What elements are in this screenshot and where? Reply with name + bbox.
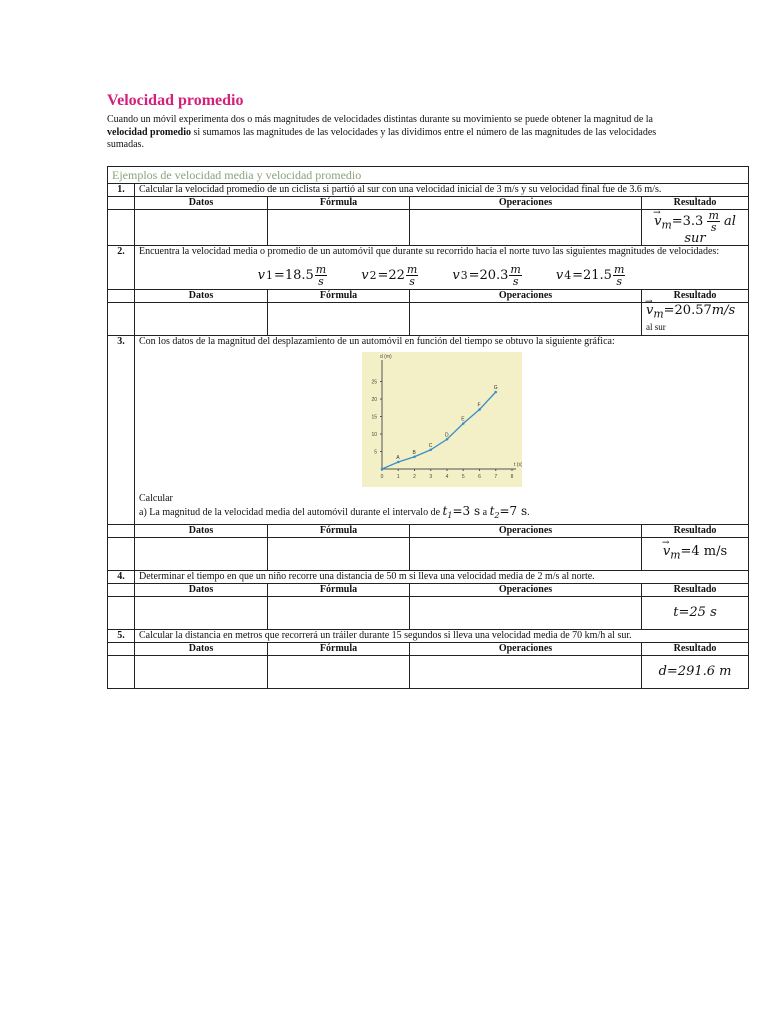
y-tick-label: 10 [370, 432, 377, 438]
data-point [461, 422, 464, 425]
vel-unit-den: s [409, 275, 415, 288]
problem-text-block [135, 336, 749, 525]
problem-number: 5. [108, 630, 135, 643]
intro-text-1: Cuando un móvil experimenta dos o más magnitudes de velocidades distintas durante su movimiento se puede obtener la magnitud de la [107, 114, 653, 125]
col-formula: Fórmula [268, 643, 410, 656]
col-operaciones: Operaciones [410, 525, 642, 538]
col-datos: Datos [135, 290, 268, 303]
problem-text: Con los datos de la magnitud del desplazamiento de un automóvil en función del tiempo se obtuvo la siguiente gráfica: [139, 336, 615, 347]
x-tick-label: 3 [428, 474, 432, 480]
column-header-row [108, 525, 749, 538]
velocity-item [556, 264, 626, 287]
vel-sub: 1 [266, 268, 273, 282]
data-point [429, 448, 432, 451]
operaciones-cell[interactable] [410, 210, 642, 246]
vel-unit-num: m [406, 263, 418, 276]
page-title: Velocidad promedio [107, 92, 244, 109]
result-cell: d=291.6 m [642, 656, 749, 689]
data-point [413, 455, 416, 458]
vector-symbol: → v [646, 305, 653, 317]
displacement-time-chart [362, 352, 522, 487]
problem-row-2 [108, 246, 749, 290]
t2-sub: 2 [494, 511, 500, 520]
point-label: C [428, 442, 432, 449]
x-tick-label: 5 [461, 474, 465, 480]
col-resultado: Resultado [642, 643, 749, 656]
vector-symbol: → v [654, 216, 661, 228]
datos-cell[interactable] [135, 597, 268, 630]
velocities-list [139, 258, 744, 289]
vel-label: v [257, 267, 266, 283]
vel-unit-num: m [315, 263, 327, 276]
vel-sub: 4 [564, 268, 572, 282]
operaciones-cell[interactable] [410, 538, 642, 571]
point-label: B [412, 449, 416, 456]
result-subscript: m [653, 307, 664, 321]
intro-paragraph [107, 114, 667, 152]
x-axis-label: t (s) [513, 462, 522, 468]
point-label: E [460, 416, 465, 423]
examples-table [107, 166, 749, 689]
point-label: G [493, 385, 498, 391]
formula-cell[interactable] [268, 303, 410, 336]
col-datos: Datos [135, 525, 268, 538]
x-tick-label: 4 [445, 474, 448, 480]
col-formula: Fórmula [268, 584, 410, 597]
answer-row [108, 538, 749, 571]
col-formula: Fórmula [268, 525, 410, 538]
x-tick-label: 1 [396, 474, 400, 480]
unit-den: s [710, 221, 717, 234]
vel-sub: 2 [369, 268, 377, 282]
vel-sub: 3 [460, 268, 468, 282]
y-tick-label: 5 [373, 449, 377, 456]
result-cell: t=25 s [642, 597, 749, 630]
data-point [396, 461, 399, 464]
answer-row [108, 210, 749, 246]
result-value: =3.3 [671, 214, 704, 229]
vel-unit-den: s [616, 275, 622, 288]
x-tick-label: 2 [412, 474, 416, 480]
data-point [478, 408, 481, 411]
problem-text: Calcular la velocidad promedio de un ciclista si partió al sur con una velocidad inicial de 3 m/s y su velocidad final fue de 3.6 m/s. [135, 184, 749, 197]
problem-text: Encuentra la velocidad media o promedio de un automóvil que durante su recorrido hacia el norte tuvo las siguientes magnitudes de velocidades: [139, 246, 720, 257]
vel-value: =22 [377, 267, 405, 283]
datos-cell[interactable] [135, 656, 268, 689]
intro-text-2: si sumamos las magnitudes de las velocidades y las dividimos entre el número de las magnitudes de las velocidades sumadas. [107, 126, 657, 150]
operaciones-cell[interactable] [410, 303, 642, 336]
point-label: F [477, 402, 481, 409]
result-unit: m/s [711, 303, 736, 319]
col-resultado: Resultado [642, 197, 749, 210]
t1-sub: 1 [447, 511, 453, 520]
vel-unit-num: m [613, 263, 625, 276]
column-header-row [108, 643, 749, 656]
formula-cell[interactable] [268, 538, 410, 571]
problem-text: Calcular la distancia en metros que recorrerá un tráiler durante 15 segundos si lleva una velocidad media de 70 km/h al sur. [135, 630, 749, 643]
col-resultado: Resultado [642, 525, 749, 538]
col-operaciones: Operaciones [410, 584, 642, 597]
data-point [445, 438, 448, 441]
t2-value: =7 s [499, 504, 528, 518]
x-tick-label: 7 [493, 474, 497, 480]
chart-container [139, 348, 744, 493]
answer-row [108, 656, 749, 689]
vel-unit-den: s [512, 275, 519, 288]
point-label: D [444, 432, 449, 439]
vel-label: v [452, 267, 460, 283]
vel-unit-num: m [510, 263, 521, 276]
question-end: . [527, 507, 530, 518]
result-value: =4 m/s [680, 544, 728, 560]
col-operaciones: Operaciones [410, 643, 642, 656]
unit-fraction [707, 210, 719, 233]
operaciones-cell[interactable] [410, 597, 642, 630]
problem-number: 4. [108, 571, 135, 584]
vel-value: =20.3 [468, 267, 509, 283]
problem-number: 3. [108, 336, 135, 525]
velocity-item [258, 264, 328, 287]
col-resultado: Resultado [642, 584, 749, 597]
problem-text-block [135, 246, 749, 290]
formula-cell[interactable] [268, 656, 410, 689]
column-header-row [108, 584, 749, 597]
problem-row-1 [108, 184, 749, 197]
problem-number: 2. [108, 246, 135, 290]
calc-label: Calcular [139, 493, 173, 504]
y-axis-label: d (m) [379, 354, 392, 360]
col-formula: Fórmula [268, 197, 410, 210]
answer-row [108, 597, 749, 630]
t1-symbol: t [442, 504, 448, 518]
x-tick-label: 0 [380, 474, 383, 480]
result-cell [642, 538, 749, 571]
vel-label: v [361, 267, 369, 283]
result-subscript: m [661, 218, 672, 232]
vel-unit [315, 264, 327, 287]
t1-value: =3 s [452, 504, 481, 518]
point-label: A [395, 455, 400, 461]
problem-number: 1. [108, 184, 135, 197]
problem-text: Determinar el tiempo en que un niño recorre una distancia de 50 m si lleva una velocidad media de 2 m/s al norte. [135, 571, 749, 584]
result-cell [642, 303, 749, 336]
table-header: Ejemplos de velocidad media y velocidad promedio [108, 167, 749, 184]
answer-row [108, 303, 749, 336]
result-cell [642, 210, 749, 246]
col-operaciones: Operaciones [410, 197, 642, 210]
connector: a [480, 507, 490, 518]
data-point [494, 391, 497, 394]
col-datos: Datos [135, 643, 268, 656]
vel-unit [406, 264, 418, 287]
problem-row-3 [108, 336, 749, 525]
x-tick-label: 8 [510, 474, 513, 480]
datos-cell[interactable] [135, 538, 268, 571]
col-datos: Datos [135, 584, 268, 597]
formula-cell[interactable] [268, 210, 410, 246]
col-resultado: Resultado [642, 290, 749, 303]
question-line [139, 505, 744, 524]
result-subscript: m [670, 548, 681, 562]
vel-unit [613, 264, 625, 287]
problem-row-4 [108, 571, 749, 584]
formula-cell[interactable] [268, 597, 410, 630]
velocity-item [361, 264, 418, 287]
y-tick-label: 20 [370, 397, 377, 403]
velocity-item [452, 264, 522, 287]
result-suffix: al sur [684, 214, 736, 246]
result-suffix: al sur [646, 321, 666, 332]
vel-unit [509, 264, 521, 287]
unit-num: m [708, 209, 719, 222]
col-datos: Datos [135, 197, 268, 210]
col-operaciones: Operaciones [410, 290, 642, 303]
document-page [107, 92, 748, 152]
vector-symbol: → v [663, 546, 670, 558]
problem-row-5 [108, 630, 749, 643]
question-text: a) La magnitud de la velocidad media del automóvil durante el intervalo de [139, 507, 443, 518]
data-point [380, 468, 383, 471]
datos-cell[interactable] [135, 303, 268, 336]
datos-cell[interactable] [135, 210, 268, 246]
vel-unit-den: s [318, 275, 324, 288]
vel-value: =21.5 [572, 267, 612, 283]
y-tick-label: 15 [370, 414, 377, 421]
vel-value: =18.5 [273, 267, 314, 283]
t2-symbol: t [489, 504, 495, 518]
col-formula: Fórmula [268, 290, 410, 303]
intro-bold: velocidad promedio [107, 126, 191, 138]
vel-label: v [555, 267, 564, 283]
result-value: =20.57 [663, 303, 712, 319]
operaciones-cell[interactable] [410, 656, 642, 689]
y-tick-label: 25 [370, 379, 377, 386]
x-tick-label: 6 [477, 474, 481, 480]
